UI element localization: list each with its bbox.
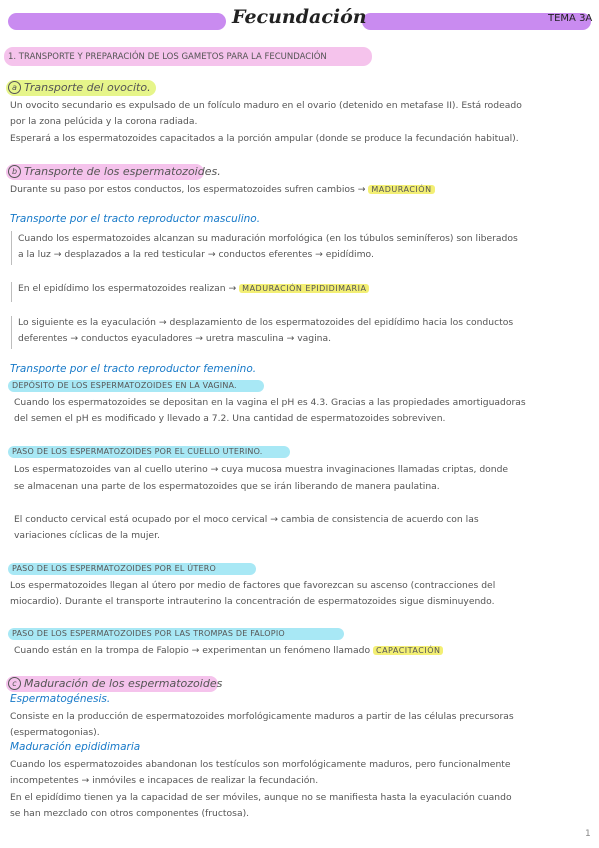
c-sub2: Maduración epididimaria bbox=[10, 741, 141, 753]
marker-a: a bbox=[8, 81, 21, 94]
male-bracket-1 bbox=[11, 231, 12, 265]
b-title: b Transporte de los espermatozoides. bbox=[8, 165, 221, 178]
c-sub2-line-3: En el epidídimo tienen ya la capacidad de ser móviles, aunque no se manifiesta hasta la eyaculación cuando bbox=[10, 792, 512, 803]
male-bracket-2 bbox=[11, 282, 12, 302]
male-bracket-3 bbox=[11, 316, 12, 349]
female-s1-tag: DEPÓSITO DE LOS ESPERMATOZOIDES EN LA VAGINA. bbox=[12, 381, 237, 390]
male-p3-line-2: deferentes → conductos eyaculadores → uretra masculina → vagina. bbox=[18, 333, 332, 344]
c-sub2-line-4: se han mezclado con otros componentes (fructosa). bbox=[10, 808, 250, 819]
c-sub1: Espermatogénesis. bbox=[10, 693, 111, 705]
male-p1-line-1: Cuando los espermatozoides alcanzan su maduración morfológica (en los túbulos seminíferos) son liberados bbox=[18, 233, 518, 244]
a-title: a Transporte del ovocito. bbox=[8, 81, 151, 94]
female-s2-tag: PASO DE LOS ESPERMATOZOIDES POR EL CUELLO UTERINO. bbox=[12, 447, 263, 456]
female-s3-tag: PASO DE LOS ESPERMATOZOIDES POR EL ÚTERO bbox=[12, 564, 216, 573]
female-s4-line: Cuando están en la trompa de Falopio → experimentan un fenómeno llamado CAPACITACIÓN bbox=[14, 643, 443, 658]
c-sub2-line-2: incompetentes → inmóviles e incapaces de realizar la fecundación. bbox=[10, 775, 319, 786]
female-s1-line-1: Cuando los espermatozoides se depositan en la vagina el pH es 4.3. Gracias a las propiedades amortiguadoras bbox=[14, 397, 526, 408]
marker-b: b bbox=[8, 165, 21, 178]
c-sub2-line-1: Cuando los espermatozoides abandonan los testículos son morfológicamente maduros, pero funcionalmente bbox=[10, 759, 511, 770]
a-line-1: Un ovocito secundario es expulsado de un folículo maduro en el ovario (detenido en metafase II). Está rodeado bbox=[10, 100, 522, 111]
female-s2b-line-2: variaciones cíclicas de la mujer. bbox=[14, 530, 160, 541]
male-p2: En el epidídimo los espermatozoides realizan → MADURACIÓN EPIDIDIMARIA bbox=[18, 281, 369, 296]
male-title: Transporte por el tracto reproductor masculino. bbox=[10, 213, 261, 225]
female-title: Transporte por el tracto reproductor femenino. bbox=[10, 363, 257, 375]
marker-c: c bbox=[8, 677, 21, 690]
c-sub1-line-1: Consiste en la producción de espermatozoides morfológicamente maduros a partir de las células precursoras bbox=[10, 711, 514, 722]
section1-title: 1. TRANSPORTE Y PREPARACIÓN DE LOS GAMETOS PARA LA FECUNDACIÓN bbox=[8, 52, 327, 62]
page-number: 1 bbox=[585, 829, 591, 839]
female-s4-tag: PASO DE LOS ESPERMATOZOIDES POR LAS TROMPAS DE FALOPIO bbox=[12, 629, 285, 638]
highlight-maduracion: MADURACIÓN bbox=[368, 185, 434, 194]
male-p1-line-2: a la luz → desplazados a la red testicular → conductos eferentes → epidídimo. bbox=[18, 249, 374, 260]
c-sub1-line-2: (espermatogonias). bbox=[10, 727, 100, 738]
tema-label: TEMA 3A bbox=[548, 13, 593, 24]
c-title: c Maduración de los espermatozoides bbox=[8, 677, 222, 690]
female-s3-line-2: miocardio). Durante el transporte intrauterino la concentración de espermatozoides sigue disminuyendo. bbox=[10, 596, 495, 607]
female-s2a-line-2: se almacenan una parte de los espermatozoides que se irán liberando de manera paulatina. bbox=[14, 481, 440, 492]
female-s2a-line-1: Los espermatozoides van al cuello uterino → cuya mucosa muestra invaginaciones llamadas criptas, donde bbox=[14, 464, 509, 475]
male-p3-line-1: Lo siguiente es la eyaculación → desplazamiento de los espermatozoides del epidídimo hacia los conductos bbox=[18, 317, 514, 328]
highlight-maduracion-epididimaria: MADURACIÓN EPIDIDIMARIA bbox=[239, 284, 369, 293]
female-s2b-line-1: El conducto cervical está ocupado por el moco cervical → cambia de consistencia de acuerdo con las bbox=[14, 514, 479, 525]
page-title: Fecundación bbox=[232, 6, 367, 28]
header-bar-left bbox=[8, 13, 226, 30]
highlight-capacitacion: CAPACITACIÓN bbox=[373, 646, 443, 655]
a-line-2: por la zona pelúcida y la corona radiada. bbox=[10, 116, 198, 127]
b-line: Durante su paso por estos conductos, los espermatozoides sufren cambios → MADURACIÓN bbox=[10, 182, 435, 197]
a-line-3: Esperará a los espermatozoides capacitados a la porción ampular (donde se produce la fecundación habitual). bbox=[10, 133, 519, 144]
female-s1-line-2: del semen el pH es modificado y llevado a 7.2. Una cantidad de espermatozoides sobreviven. bbox=[14, 413, 446, 424]
female-s3-line-1: Los espermatozoides llegan al útero por medio de factores que favorezcan su ascenso (contracciones del bbox=[10, 580, 496, 591]
